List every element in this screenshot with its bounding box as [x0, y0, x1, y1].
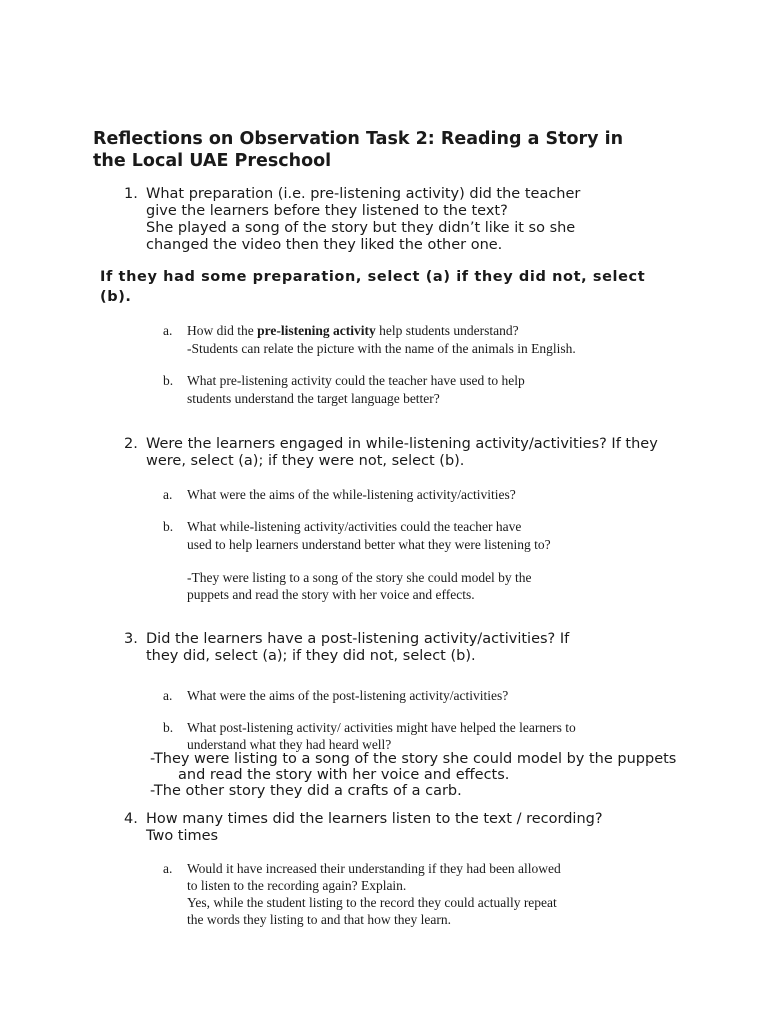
item-1b-line-1: What pre-listening activity could the teacher have used to help [187, 373, 525, 388]
item-2b-line-2: used to help learners understand better what they were listening to? [187, 537, 551, 552]
item-1a-marker: a. [163, 323, 173, 338]
item-1b-line-2: students understand the target language better? [187, 391, 440, 406]
item-1a-answer: -Students can relate the picture with the name of the animals in English. [187, 341, 576, 356]
question-1-answer-line-1: She played a song of the story but they didn’t like it so she [146, 220, 576, 236]
question-3-answer-line-2: and read the story with her voice and effects. [178, 767, 510, 783]
question-1-number: 1. [124, 186, 138, 202]
instruction-line-1: If they had some preparation, select (a) if they did not, select [100, 269, 646, 285]
question-2-line-2: were, select (a); if they were not, select (b). [146, 453, 465, 469]
question-3-answer-line-3: -The other story they did a crafts of a carb. [150, 783, 462, 799]
item-4a-answer-line-2: the words they listing to and that how they learn. [187, 912, 451, 927]
item-3b-line-1: What post-listening activity/ activities might have helped the learners to [187, 720, 576, 735]
item-2a-marker: a. [163, 487, 173, 502]
question-4-answer: Two times [146, 828, 219, 844]
item-3a-marker: a. [163, 688, 173, 703]
item-2b-answer-line-2: puppets and read the story with her voice and effects. [187, 587, 475, 602]
item-4a-marker: a. [163, 861, 173, 876]
question-3-number: 3. [124, 631, 138, 647]
question-2-line-1: Were the learners engaged in while-listening activity/activities? If they [146, 436, 658, 452]
document-title-line-2: the Local UAE Preschool [93, 151, 332, 171]
question-3-line-1: Did the learners have a post-listening activity/activities? If [146, 631, 570, 647]
question-1-line-2: give the learners before they listened to the text? [146, 203, 508, 219]
item-3b-marker: b. [163, 720, 174, 735]
question-4-line-1: How many times did the learners listen to the text / recording? [146, 811, 603, 827]
question-3-line-2: they did, select (a); if they did not, select (b). [146, 648, 476, 664]
question-1-answer-line-2: changed the video then they liked the other one. [146, 237, 503, 253]
question-2-number: 2. [124, 436, 138, 452]
instruction-line-2: (b). [100, 289, 132, 305]
question-1-line-1: What preparation (i.e. pre-listening activity) did the teacher [146, 186, 581, 202]
item-2b-marker: b. [163, 519, 174, 534]
item-4a-answer-line-1: Yes, while the student listing to the record they could actually repeat [187, 895, 557, 910]
item-3b-line-2: understand what they had heard well? [187, 737, 392, 752]
item-4a-line-1: Would it have increased their understanding if they had been allowed [187, 861, 561, 876]
item-2a-text: What were the aims of the while-listening activity/activities? [187, 487, 516, 502]
document-title-line-1: Reflections on Observation Task 2: Reading a Story in [93, 129, 624, 149]
item-1b-marker: b. [163, 373, 174, 388]
item-4a-line-2: to listen to the recording again? Explain. [187, 878, 407, 893]
item-3a-text: What were the aims of the post-listening activity/activities? [187, 688, 509, 703]
item-2b-answer-line-1: -They were listing to a song of the story she could model by the [187, 570, 532, 585]
question-4-number: 4. [124, 811, 138, 827]
question-3-answer-line-1: -They were listing to a song of the story she could model by the puppets [150, 751, 677, 767]
item-2b-line-1: What while-listening activity/activities could the teacher have [187, 519, 522, 534]
item-1a-question: How did the pre-listening activity help students understand? [187, 323, 519, 338]
